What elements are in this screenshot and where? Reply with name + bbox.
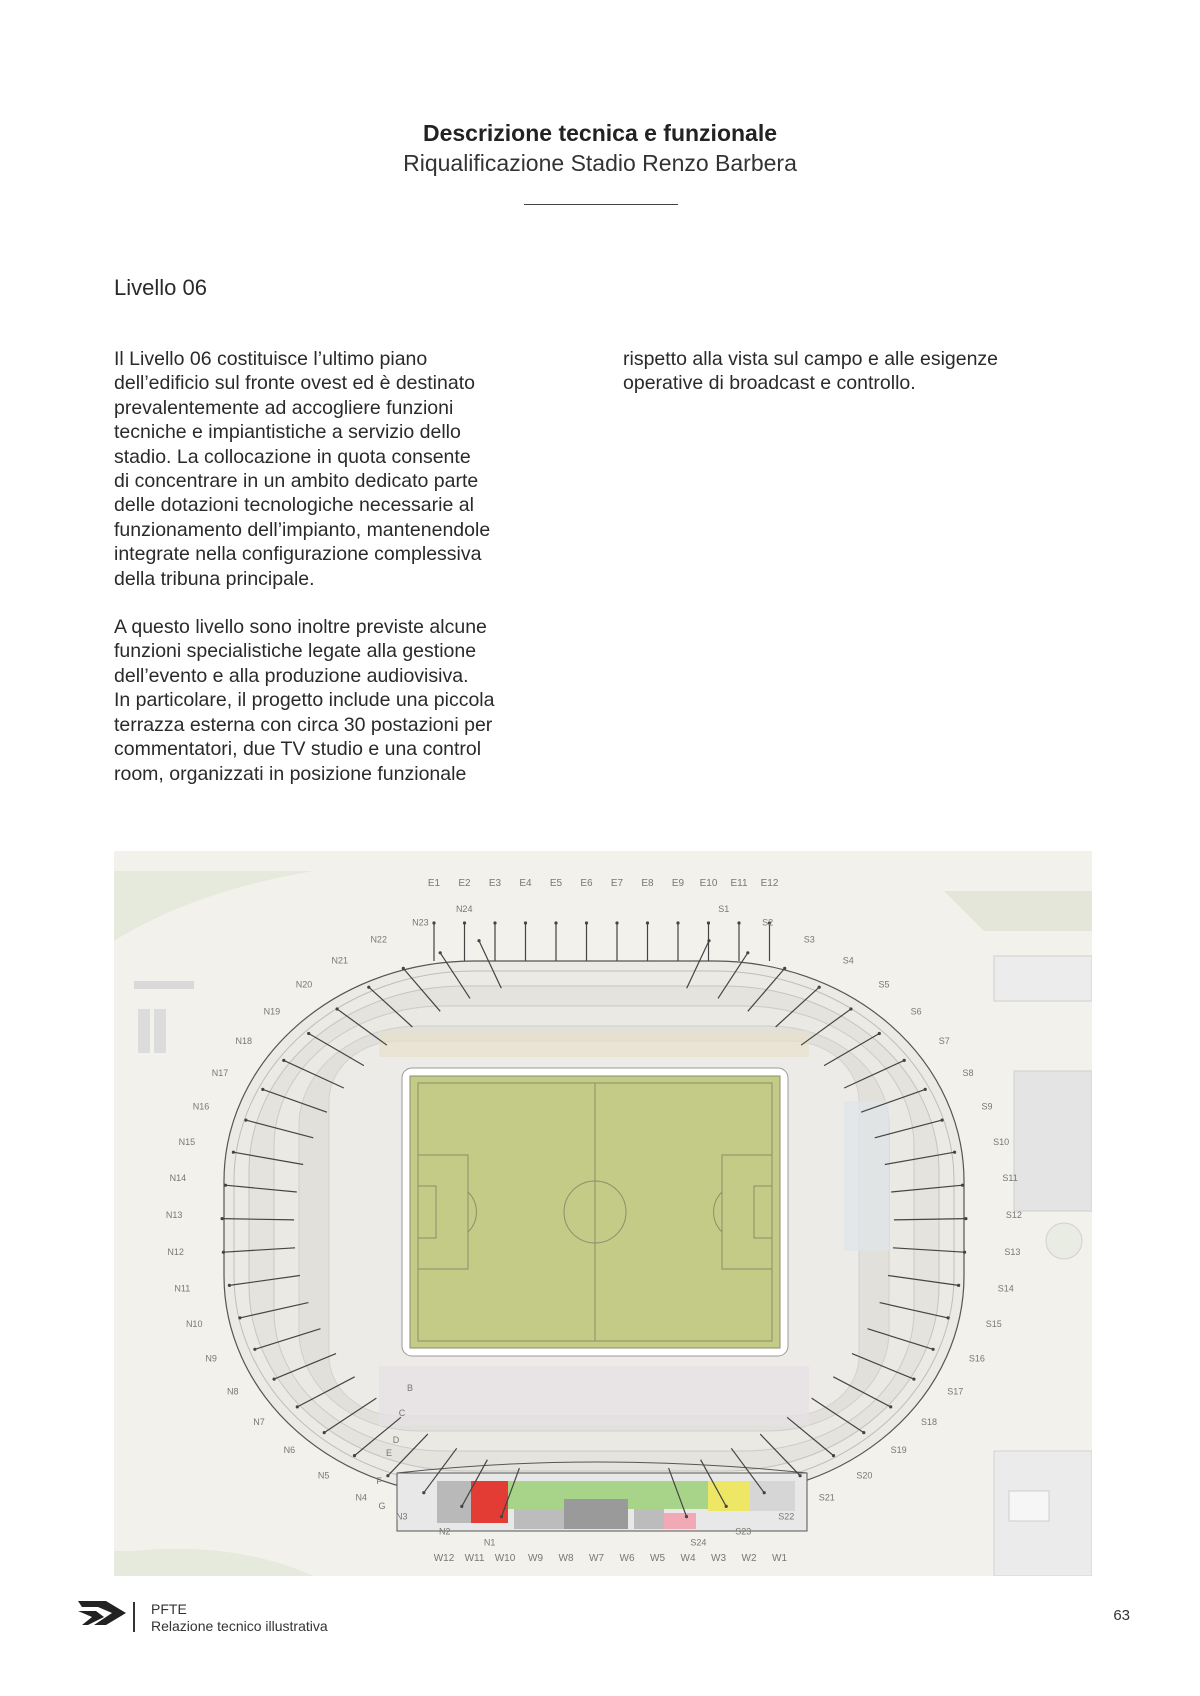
ray-end [460, 1505, 463, 1508]
gate-label: N11 [174, 1283, 191, 1294]
ray-end [307, 1032, 310, 1035]
gate-label: E8 [641, 878, 654, 889]
body-paragraph: rispetto alla vista sul campo e alle esigenze operative di broadcast e controllo. [623, 348, 999, 395]
ray-end [367, 986, 370, 989]
gate-label: E6 [580, 878, 593, 889]
ray-end [737, 921, 740, 924]
ray-end [646, 921, 649, 924]
gate-label: W5 [650, 1553, 665, 1564]
ray-end [947, 1316, 950, 1319]
ray-end [253, 1348, 256, 1351]
gate-label: N15 [178, 1136, 196, 1147]
gate-label: W1 [772, 1553, 787, 1564]
body-column-right [623, 347, 1093, 420]
club-crest-icon [76, 1597, 128, 1634]
gate-label: N19 [263, 1006, 281, 1017]
gate-label: W9 [528, 1553, 543, 1564]
gate-label: N16 [192, 1101, 210, 1112]
gate-label: S8 [962, 1067, 974, 1078]
ray-end [228, 1284, 231, 1287]
gate-label: W6 [619, 1553, 635, 1564]
footer-separator [133, 1602, 135, 1632]
body-paragraph: A questo livello sono inoltre previste alcune funzioni specialistiche legate alla gestione dell’evento e alla produzione audiovisiva. In particolare, il progetto include una piccola terrazza esterna con circa 30 postazioni per commentatori, due TV studio e una control room, organizzati in posizione funzionale [114, 616, 495, 785]
gate-label: S4 [842, 955, 854, 966]
ray-end [707, 939, 710, 942]
ray-end [818, 986, 821, 989]
gate-label: E10 [699, 878, 718, 889]
ray-end [832, 1454, 835, 1457]
gate-label: S11 [1002, 1173, 1018, 1184]
gate-label: N1 [483, 1537, 496, 1548]
page-number: 63 [1113, 1607, 1130, 1624]
ray-end [849, 1007, 852, 1010]
ray-end [493, 921, 496, 924]
footer-title: PFTE [151, 1601, 187, 1617]
gate-label: S5 [878, 979, 890, 990]
ray-end [615, 921, 618, 924]
ray-end [685, 1515, 688, 1518]
ray-end [961, 1184, 964, 1187]
ray-end [353, 1454, 356, 1457]
gate-label: S20 [856, 1470, 873, 1481]
gate-label: E5 [549, 878, 563, 889]
ray-end [224, 1184, 227, 1187]
gate-label: N9 [205, 1353, 217, 1364]
gate-label: E9 [671, 878, 685, 889]
gate-label: W3 [711, 1553, 726, 1564]
gate-label: N23 [412, 917, 429, 928]
gate-label: W12 [433, 1553, 455, 1564]
ray-end [725, 1505, 728, 1508]
ray-end [585, 921, 588, 924]
ray-end [676, 921, 679, 924]
gate-label: N8 [227, 1386, 239, 1397]
stadium-floor-plan [114, 851, 1092, 1576]
gate-label: N6 [283, 1445, 296, 1456]
gate-label: N21 [331, 955, 349, 966]
gate-label: E2 [458, 878, 471, 889]
gate-label: E [385, 1448, 393, 1458]
ray-end [221, 1217, 224, 1220]
ray-end [783, 967, 786, 970]
ray-end [422, 1491, 425, 1494]
gate-label: S6 [910, 1006, 922, 1017]
gate-label: S10 [993, 1136, 1010, 1147]
gate-label: S24 [690, 1537, 707, 1548]
ray-end [878, 1032, 881, 1035]
gate-label: N5 [317, 1470, 330, 1481]
ray-end [336, 1007, 339, 1010]
ray-end [232, 1151, 235, 1154]
ray-end [554, 921, 557, 924]
ray-end [386, 1474, 389, 1477]
ray-end [296, 1405, 299, 1408]
page-title: Descrizione tecnica e funzionale [422, 120, 778, 146]
gate-label: S16 [968, 1353, 985, 1364]
ray-end [889, 1405, 892, 1408]
gate-label: S14 [997, 1283, 1014, 1294]
ray-end [953, 1151, 956, 1154]
ray-end [707, 921, 710, 924]
gate-label: C [398, 1408, 406, 1418]
ray-end [323, 1431, 326, 1434]
ray-end [402, 967, 405, 970]
gate-label: W2 [741, 1553, 757, 1564]
gate-label: N14 [169, 1173, 187, 1184]
ray-end [799, 1474, 802, 1477]
gate-label: N2 [438, 1526, 451, 1537]
gate-label: E1 [427, 878, 441, 889]
gate-label: S17 [947, 1386, 964, 1397]
ray-end [432, 921, 435, 924]
gate-label: N3 [396, 1511, 408, 1522]
gate-label: S13 [1004, 1246, 1021, 1257]
gate-label: N4 [355, 1492, 368, 1503]
gate-label: S18 [920, 1417, 938, 1427]
title-divider [524, 204, 678, 205]
gate-label: N24 [455, 904, 473, 915]
gate-label: F [376, 1476, 382, 1486]
ray-end [964, 1217, 967, 1220]
ray-end [439, 951, 442, 954]
gate-label: W4 [680, 1553, 696, 1564]
gate-label: W8 [558, 1553, 574, 1564]
page-subtitle: Riqualificazione Stadio Renzo Barbera [403, 150, 797, 176]
gate-label: E7 [610, 878, 624, 889]
ray-end [500, 1515, 503, 1518]
floor-plan-drawing [114, 851, 1092, 1576]
ray-end [862, 1431, 865, 1434]
ray-end [957, 1284, 960, 1287]
ray-end [261, 1088, 264, 1091]
gate-label: W11 [464, 1553, 485, 1564]
gate-label: S9 [981, 1101, 993, 1112]
gate-label: E3 [488, 878, 502, 889]
ray-end [244, 1119, 247, 1122]
gate-label: N10 [185, 1319, 203, 1330]
gate-label: W7 [589, 1553, 604, 1564]
body-column-left [114, 347, 584, 810]
footer-subtitle: Relazione tecnico illustrativa [151, 1618, 328, 1634]
gate-label: W10 [494, 1553, 516, 1564]
gate-label: S23 [735, 1526, 752, 1537]
ray-end [524, 921, 527, 924]
gate-label: D [392, 1435, 400, 1445]
ray-end [932, 1348, 935, 1351]
gate-label: E11 [730, 878, 748, 889]
gate-label: S1 [718, 904, 730, 915]
gate-label: N12 [167, 1246, 184, 1257]
ray-end [963, 1251, 966, 1254]
section-heading: Livello 06 [114, 275, 207, 300]
body-paragraph: Il Livello 06 costituisce l’ultimo piano dell’edificio sul fronte ovest ed è destinato prevalentemente ad accogliere funzioni tecniche e impiantistiche a servizio dello stadio. La collocazione in quota consente di concentrare in un ambito dedicato parte delle dotazioni tecnologiche necessarie al funzionamento dell’impianto, mantenendole integrate nella configurazione complessiva della tribuna principale. [114, 348, 491, 590]
gate-label: S21 [818, 1492, 835, 1503]
ray-end [924, 1088, 927, 1091]
gate-label: S12 [1005, 1209, 1022, 1220]
gate-label: N20 [295, 979, 313, 990]
ray-end [238, 1316, 241, 1319]
ray-end [222, 1251, 225, 1254]
ray-end [941, 1119, 944, 1122]
ray-end [763, 1491, 766, 1494]
ray-end [273, 1378, 276, 1381]
ray-end [463, 921, 466, 924]
ray-end [746, 951, 749, 954]
gate-label: S2 [762, 917, 774, 928]
gate-label: S15 [985, 1319, 1002, 1330]
ray-end [282, 1059, 285, 1062]
ray-end [903, 1059, 906, 1062]
gate-label: N13 [165, 1209, 183, 1220]
gate-label: N17 [211, 1067, 229, 1078]
gate-label: E4 [519, 878, 532, 889]
ray-end [477, 939, 480, 942]
gate-label: N22 [370, 934, 387, 945]
gate-label: N7 [253, 1417, 265, 1427]
gate-label: S22 [778, 1511, 795, 1522]
gate-label: N18 [235, 1035, 253, 1046]
gate-label: E12 [760, 878, 779, 889]
gate-label: S7 [938, 1035, 950, 1046]
gate-label: S3 [803, 934, 815, 945]
ray-end [912, 1378, 915, 1381]
gate-label: S19 [890, 1445, 907, 1456]
gate-label: G [378, 1501, 386, 1511]
gate-label: B [406, 1383, 414, 1393]
